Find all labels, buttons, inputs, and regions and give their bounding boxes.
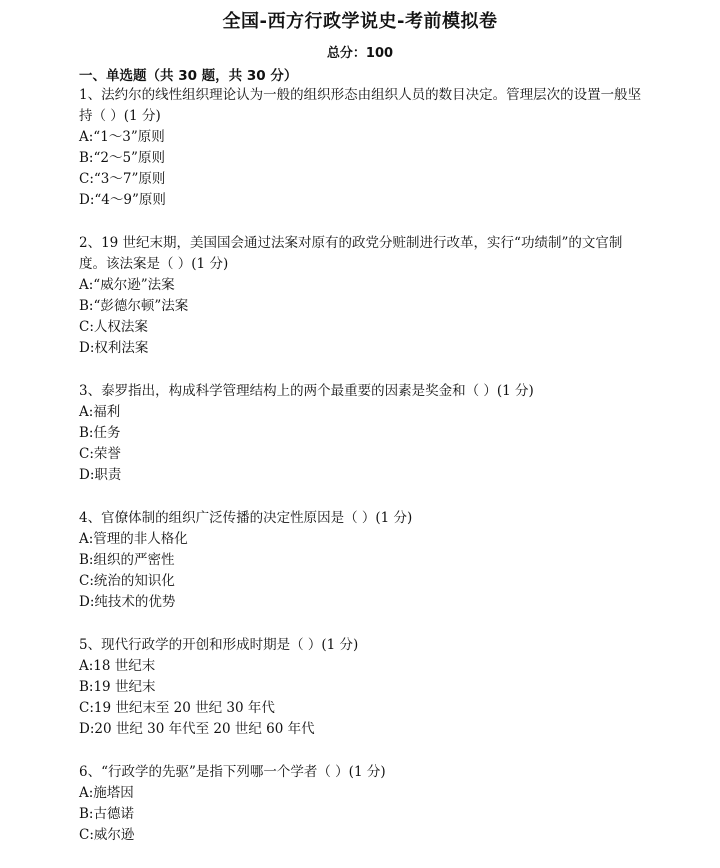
- question-stem: 1、法约尔的线性组织理论认为一般的组织形态由组织人员的数目决定。管理层次的设置一般坚持（ ）(1 分): [79, 87, 642, 124]
- option-c: C:荣誉: [79, 446, 121, 462]
- question-list: [79, 85, 645, 868]
- question-6: [79, 762, 645, 846]
- option-b: B:组织的严密性: [79, 552, 175, 568]
- option-d: D:纯技术的优势: [79, 594, 176, 610]
- section-heading: 一、单选题（共 30 题，共 30 分）: [79, 68, 298, 84]
- option-c: C:人权法案: [79, 319, 148, 335]
- question-stem: 3、泰罗指出，构成科学管理结构上的两个最重要的因素是奖金和（ ）(1 分): [79, 383, 534, 399]
- option-a: A:管理的非人格化: [79, 531, 188, 547]
- total-score: 总分：100: [326, 46, 394, 61]
- question-1: [79, 85, 645, 211]
- option-a: A:18 世纪末: [79, 658, 156, 674]
- option-b: B:古德诺: [79, 806, 134, 822]
- question-stem: 4、官僚体制的组织广泛传播的决定性原因是（ ）(1 分): [79, 510, 413, 526]
- question-5: [79, 635, 645, 740]
- document-title: 全国-西方行政学说史-考前模拟卷: [222, 11, 498, 32]
- option-d: D:20 世纪 30 年代至 20 世纪 60 年代: [79, 721, 315, 737]
- option-b: B:任务: [79, 425, 121, 441]
- option-a: A:福利: [79, 404, 121, 420]
- question-stem: 5、现代行政学的开创和形成时期是（ ）(1 分): [79, 637, 359, 653]
- option-b: B:19 世纪末: [79, 679, 156, 695]
- option-b: B:“彭德尔顿”法案: [79, 298, 189, 314]
- question-4: [79, 508, 645, 613]
- option-d: D:职责: [79, 467, 122, 483]
- option-a: A:施塔因: [79, 785, 134, 801]
- option-d: D:权利法案: [79, 340, 149, 356]
- question-stem: 2、19 世纪末期，美国国会通过法案对原有的政党分赃制进行改革，实行“功绩制”的文官制度。该法案是（ ）(1 分): [79, 235, 623, 272]
- option-a: A:“威尔逊”法案: [79, 277, 175, 293]
- option-c: C:19 世纪末至 20 世纪 30 年代: [79, 700, 275, 716]
- option-d: D:“4～9”原则: [79, 192, 166, 208]
- option-b: B:“2～5”原则: [79, 150, 165, 166]
- question-2: [79, 233, 645, 359]
- option-a: A:“1～3”原则: [79, 129, 165, 145]
- option-c: C:统治的知识化: [79, 573, 175, 589]
- question-3: [79, 381, 645, 486]
- question-stem: 6、“行政学的先驱”是指下列哪一个学者（ ）(1 分): [79, 764, 386, 780]
- option-c: C:威尔逊: [79, 827, 135, 843]
- option-c: C:“3～7”原则: [79, 171, 166, 187]
